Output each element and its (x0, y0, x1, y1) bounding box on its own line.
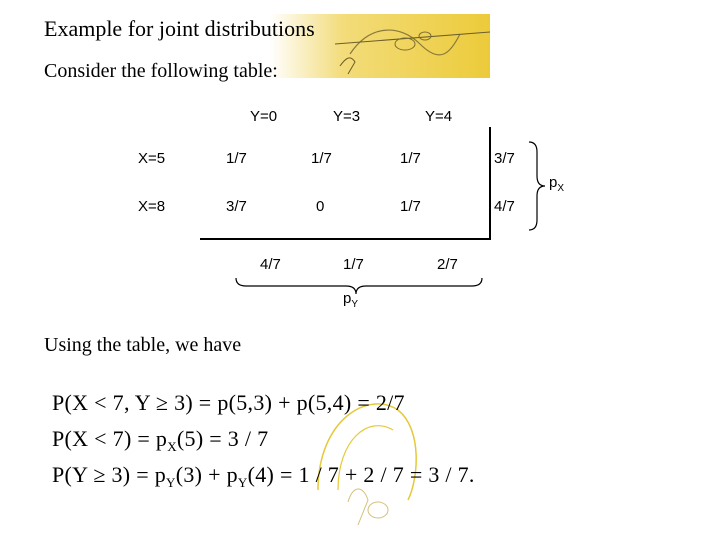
cell-x8-y4: 1/7 (400, 198, 421, 215)
col-header-y3: Y=3 (333, 108, 361, 125)
table-bottom-border (200, 238, 491, 240)
row-label-x8: X=8 (138, 198, 166, 215)
py-brace (234, 276, 484, 296)
cell-x8-y0: 3/7 (226, 198, 247, 215)
equation-1: P(X < 7, Y ≥ 3) = p(5,3) + p(5,4) = 2/7 (52, 390, 405, 415)
col-header-y0: Y=0 (250, 108, 278, 125)
equation-2: $P(X < 7) = p_X(5) = 3 / 7$ (52, 426, 269, 454)
px-label: $p_X$ (549, 174, 565, 194)
py-label: $p_Y$ (343, 290, 359, 310)
using-text: Using the table, we have (44, 334, 242, 356)
cell-x5-y3: 1/7 (311, 150, 332, 167)
cell-x8-y3: 0 (316, 198, 325, 215)
intro-text: Consider the following table: (44, 60, 278, 82)
banner-ornament (330, 14, 500, 78)
table-right-border (489, 127, 491, 240)
marginal-x5: 3/7 (494, 150, 515, 167)
cell-x5-y0: 1/7 (226, 150, 247, 167)
slide-title: Example for joint distributions (44, 16, 315, 41)
col-header-y4: Y=4 (425, 108, 453, 125)
px-brace (527, 140, 547, 232)
marginal-y3: 1/7 (343, 256, 364, 273)
marginal-y4: 2/7 (437, 256, 458, 273)
marginal-x8: 4/7 (494, 198, 515, 215)
equation-3: $P(Y \ge 3) = p_Y(3) + p_Y(4) = 1 / 7 + 2 / 7 = 3 / 7$. (52, 462, 475, 490)
marginal-y0: 4/7 (260, 256, 281, 273)
cell-x5-y4: 1/7 (400, 150, 421, 167)
row-label-x5: X=5 (138, 150, 166, 167)
